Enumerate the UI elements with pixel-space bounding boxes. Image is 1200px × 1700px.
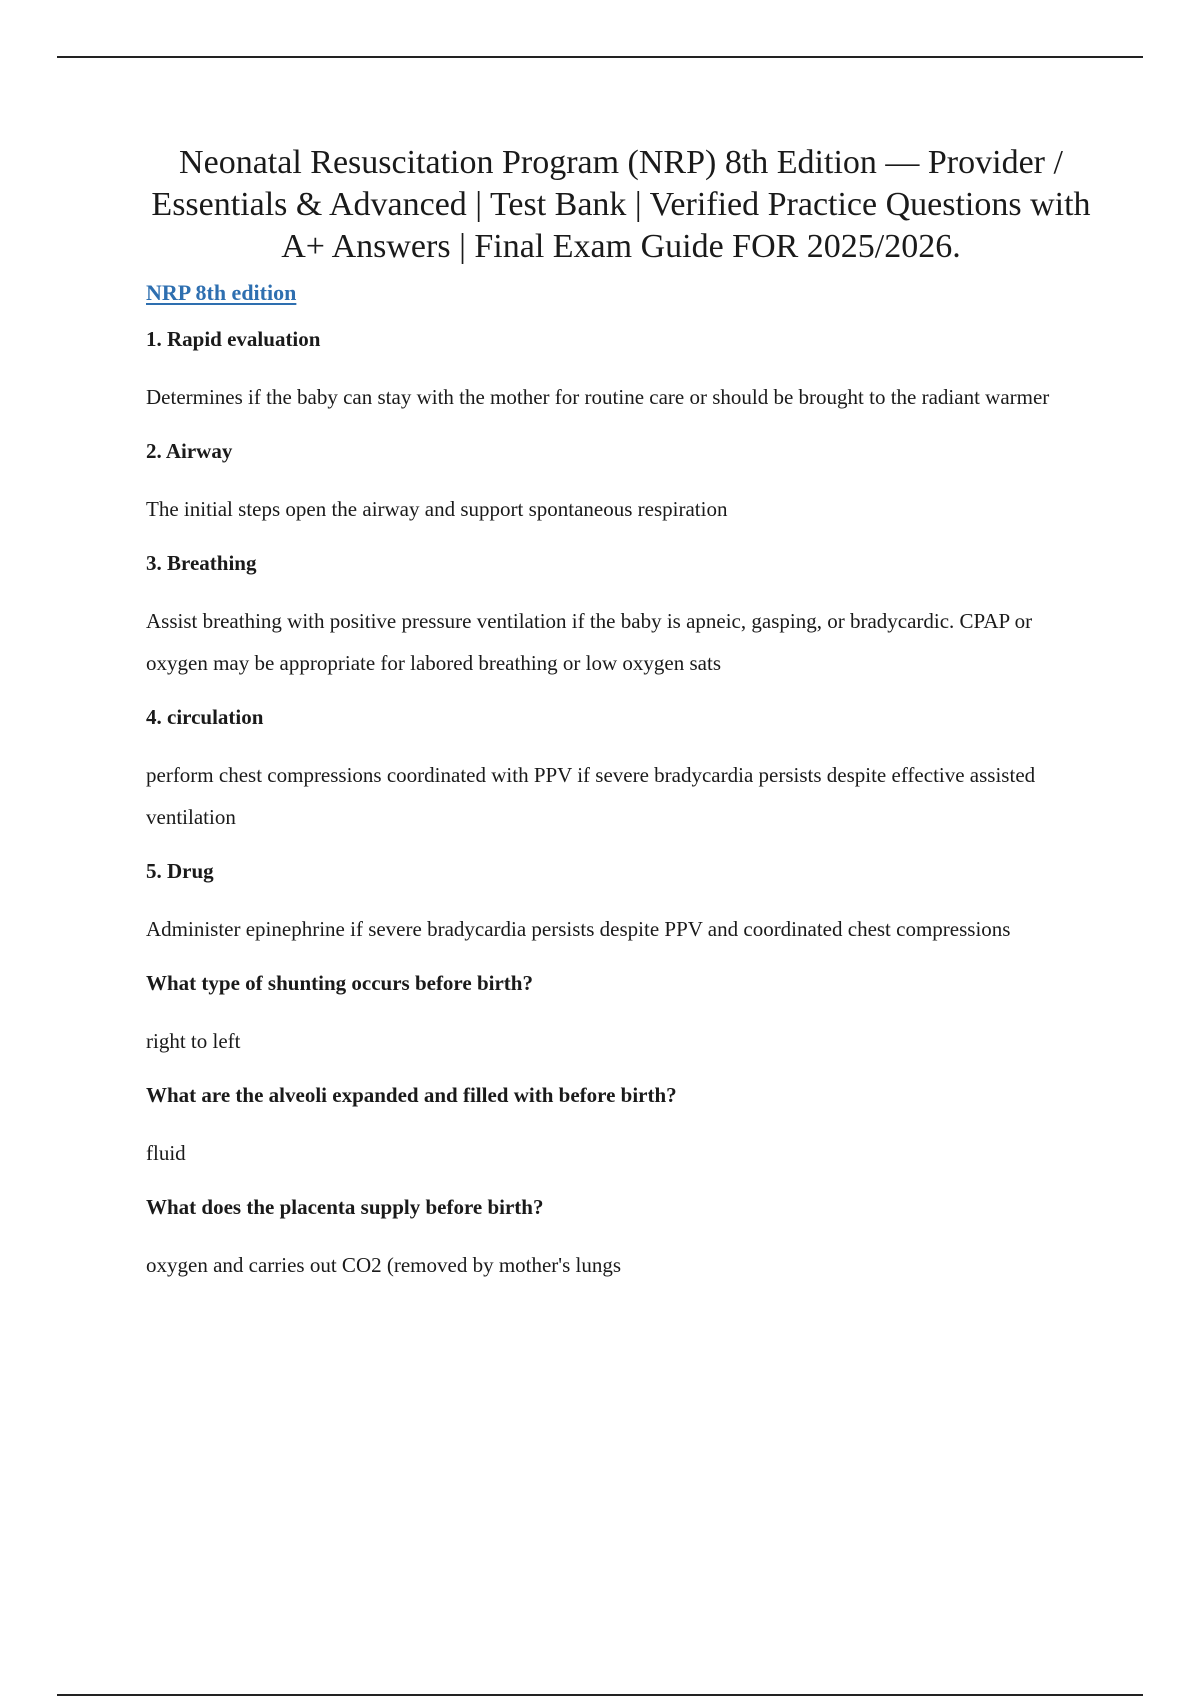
source-link[interactable]: NRP 8th edition: [146, 280, 297, 305]
top-rule: [57, 56, 1143, 58]
answer-text: Assist breathing with positive pressure ventilation if the baby is apneic, gasping, or bradycardic. CPAP or oxygen may be appropriate for labored breathing or low oxygen sats: [146, 609, 1033, 675]
qa-item: [146, 856, 1096, 968]
qa-item: [146, 968, 1096, 1080]
document-title: Neonatal Resuscitation Program (NRP) 8th Edition — Provider / Essentials & Advanced | Test Bank | Verified Practice Questions with A+ Answers | Final Exam Guide FOR 2025/2026.: [151, 144, 1091, 265]
qa-list: [146, 324, 1096, 1304]
bottom-rule: [57, 1694, 1143, 1696]
question-text: 4. circulation: [146, 705, 264, 729]
question-text: What type of shunting occurs before birth?: [146, 971, 533, 995]
answer-text: right to left: [146, 1029, 241, 1053]
answer-text: Determines if the baby can stay with the mother for routine care or should be brought to the radiant warmer: [146, 385, 1050, 409]
question-text: What are the alveoli expanded and filled with before birth?: [146, 1083, 677, 1107]
qa-item: [146, 324, 1096, 436]
answer-text: oxygen and carries out CO2 (removed by mother's lungs: [146, 1253, 622, 1277]
answer-text: fluid: [146, 1141, 186, 1165]
qa-item: [146, 548, 1096, 702]
question-text: 2. Airway: [146, 439, 233, 463]
document-body: [146, 142, 1096, 1304]
answer-text: perform chest compressions coordinated with PPV if severe bradycardia persists despite effective assisted ventilation: [146, 763, 1036, 829]
qa-item: [146, 436, 1096, 548]
answer-text: The initial steps open the airway and support spontaneous respiration: [146, 497, 728, 521]
qa-item: [146, 1192, 1096, 1304]
answer-text: Administer epinephrine if severe bradycardia persists despite PPV and coordinated chest compressions: [146, 917, 1011, 941]
qa-item: [146, 702, 1096, 856]
qa-item: [146, 1080, 1096, 1192]
question-text: What does the placenta supply before birth?: [146, 1195, 544, 1219]
question-text: 1. Rapid evaluation: [146, 327, 321, 351]
question-text: 5. Drug: [146, 859, 214, 883]
question-text: 3. Breathing: [146, 551, 257, 575]
